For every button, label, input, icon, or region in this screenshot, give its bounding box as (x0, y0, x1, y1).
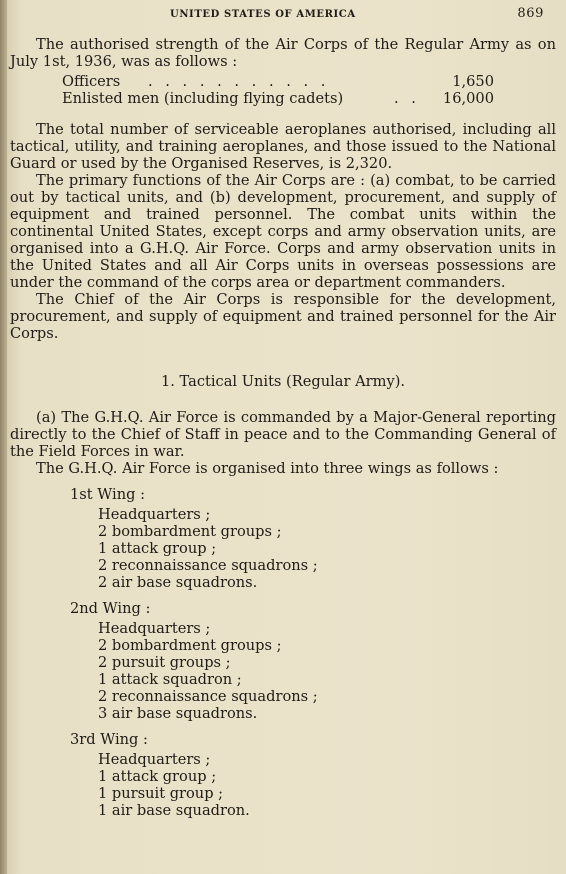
paragraph-chief: The Chief of the Air Corps is responsible for the development, procurement, and supply of equipment and trained personnel for the Air Corps. (10, 291, 556, 342)
wing-item: 2 reconnaissance squadrons ; (98, 557, 318, 574)
paragraph-ghq-organisation: The G.H.Q. Air Force is organised into three wings as follows : (36, 460, 499, 477)
strength-intro: The authorised strength of the Air Corps of the Regular Army as on July 1st, 1936, was as follows : (10, 36, 556, 70)
strength-row-enlisted (10, 90, 556, 107)
paragraph-functions: The primary functions of the Air Corps are : (a) combat, to be carried out by tactical units, and (b) development, procurement, and supply of equipment and trained personnel. The combat units within the continental United States, except corps and army observation units, are organised into a G.H.Q. Air Force. Corps and army observation units in the United States and all Air Corps units in overseas possessions are under the command of the corps area or department commanders. (10, 172, 556, 291)
strength-table (10, 73, 556, 107)
wing-item: 2 bombardment groups ; (98, 523, 282, 540)
wing-item: 1 attack squadron ; (98, 671, 242, 688)
wing-item: 2 air base squadrons. (98, 574, 258, 591)
wing-item: Headquarters ; (98, 751, 211, 768)
wing-item-list (98, 751, 556, 819)
wing-item: 2 reconnaissance squadrons ; (98, 688, 318, 705)
paragraph-ghq-command: (a) The G.H.Q. Air Force is commanded by a Major-General reporting directly to the Chief of Staff in peace and to the Commanding General of the Field Forces in war. (10, 409, 556, 460)
wing-item: 1 attack group ; (98, 540, 217, 557)
wing-3 (10, 731, 556, 819)
page-header (0, 6, 566, 26)
wing-item: 3 air base squadrons. (98, 705, 258, 722)
wing-2 (10, 600, 556, 722)
page-gutter (0, 0, 7, 874)
wing-item: Headquarters ; (98, 506, 211, 523)
paragraph-aeroplanes: The total number of serviceable aeroplanes authorised, including all tactical, utility, and training aeroplanes, and those issued to the National Guard or used by the Organised Reserves, is 2,320. (10, 121, 556, 172)
wing-item: 2 bombardment groups ; (98, 637, 282, 654)
body-text (10, 36, 556, 819)
strength-label: Officers (62, 73, 121, 90)
wing-item: 1 air base squadron. (98, 802, 250, 819)
running-title: UNITED STATES OF AMERICA (170, 9, 356, 20)
wing-item: 1 pursuit group ; (98, 785, 224, 802)
wing-item-list (98, 620, 556, 722)
wing-item: 2 pursuit groups ; (98, 654, 231, 671)
leader-dots: . . . . . . . . . . . (148, 73, 330, 90)
strength-label: Enlisted men (including flying cadets) (62, 90, 344, 107)
strength-row-officers (10, 73, 556, 90)
page-number: 869 (517, 6, 544, 21)
strength-value: 1,650 (452, 73, 494, 90)
wing-item: 1 attack group ; (98, 768, 217, 785)
wing-title: 1st Wing : (70, 486, 145, 503)
strength-value: 16,000 (442, 90, 494, 107)
wing-1 (10, 486, 556, 591)
leader-dots: . . (394, 90, 420, 107)
wing-item: Headquarters ; (98, 620, 211, 637)
section-heading: 1. Tactical Units (Regular Army). (160, 373, 406, 390)
wing-item-list (98, 506, 556, 591)
wing-title: 3rd Wing : (70, 731, 148, 748)
wing-title: 2nd Wing : (70, 600, 151, 617)
